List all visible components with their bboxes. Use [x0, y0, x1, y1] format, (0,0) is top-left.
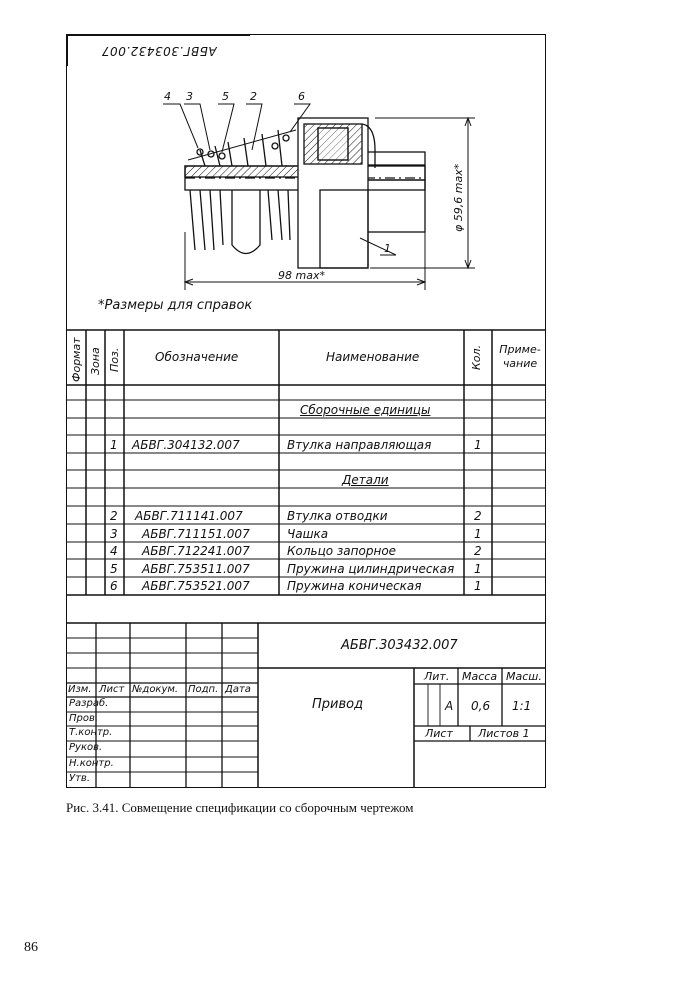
- row-qty: 1: [474, 579, 482, 593]
- header-designation: Обозначение: [155, 350, 239, 364]
- row-qty: 1: [474, 562, 482, 576]
- reference-note: *Размеры для справок: [98, 298, 253, 313]
- pos-label: 4: [164, 90, 171, 103]
- col-izm: Изм.: [68, 684, 92, 695]
- scale-value: 1:1: [512, 699, 532, 713]
- row-pos: 2: [110, 509, 118, 523]
- row-pos: 6: [110, 579, 118, 593]
- row-pos: 3: [110, 527, 118, 541]
- scale-label: Масш.: [506, 670, 542, 683]
- row-pos: 4: [110, 544, 118, 558]
- row-qty: 2: [474, 509, 482, 523]
- mass-label: Масса: [462, 670, 498, 683]
- col-list: Лист: [99, 684, 125, 695]
- row-designation: АБВГ.753521.007: [142, 579, 250, 593]
- role-approved: Утв.: [69, 773, 90, 784]
- pos-label: 5: [222, 90, 229, 103]
- role-head: Руков.: [69, 742, 103, 753]
- header-pos: Поз.: [108, 347, 121, 372]
- section-assemblies: Сборочные единицы: [300, 403, 431, 417]
- diameter-dimension: φ 59,6 max*: [452, 163, 465, 232]
- product-name: Привод: [312, 697, 364, 712]
- sheets-label: Листов 1: [478, 727, 530, 740]
- sheet-label: Лист: [425, 727, 453, 740]
- role-checker: Пров.: [69, 713, 99, 724]
- col-docnum: №докум.: [132, 684, 179, 695]
- row-pos: 5: [110, 562, 118, 576]
- role-tech-control: Т.контр.: [69, 727, 113, 738]
- row-name: Втулка направляющая: [287, 438, 432, 452]
- page-number: 86: [24, 940, 38, 955]
- pos-label: 1: [384, 242, 391, 255]
- row-name: Втулка отводки: [287, 509, 388, 523]
- mass-value: 0,6: [471, 699, 491, 713]
- col-sign: Подп.: [188, 684, 219, 695]
- role-developer: Разраб.: [69, 698, 109, 709]
- row-name: Чашка: [287, 527, 329, 541]
- row-designation: АБВГ.753511.007: [142, 562, 250, 576]
- row-designation: АБВГ.711141.007: [135, 509, 243, 523]
- pos-label: 3: [186, 90, 193, 103]
- pos-label: 6: [298, 90, 305, 103]
- mirrored-code-stamp: АБВГ.303432.007: [67, 35, 250, 66]
- lit-value: А: [445, 699, 454, 713]
- lit-label: Лит.: [424, 670, 450, 683]
- pos-label: 2: [250, 90, 257, 103]
- role-norm-control: Н.контр.: [69, 758, 114, 769]
- section-parts: Детали: [342, 473, 389, 487]
- row-qty: 1: [474, 438, 482, 452]
- col-date: Дата: [225, 684, 251, 695]
- header-note: Приме-чание: [499, 343, 541, 370]
- figure-caption: Рис. 3.41. Совмещение спецификации со сборочным чертежом: [66, 800, 414, 815]
- header-name: Наименование: [326, 350, 420, 364]
- header-zone: Зона: [89, 347, 102, 375]
- row-qty: 1: [474, 527, 482, 541]
- row-name: Кольцо запорное: [287, 544, 397, 558]
- doc-code: АБВГ.303432.007: [341, 638, 458, 653]
- length-dimension: 98 max*: [278, 269, 325, 282]
- row-designation: АБВГ.712241.007: [142, 544, 250, 558]
- row-pos: 1: [110, 438, 118, 452]
- row-name: Пружина цилиндрическая: [287, 562, 455, 576]
- row-designation: АБВГ.711151.007: [142, 527, 250, 541]
- row-qty: 2: [474, 544, 482, 558]
- header-qty: Кол.: [470, 344, 483, 370]
- row-name: Пружина коническая: [287, 579, 422, 593]
- row-designation: АБВГ.304132.007: [132, 438, 240, 452]
- header-format: Формат: [70, 337, 83, 382]
